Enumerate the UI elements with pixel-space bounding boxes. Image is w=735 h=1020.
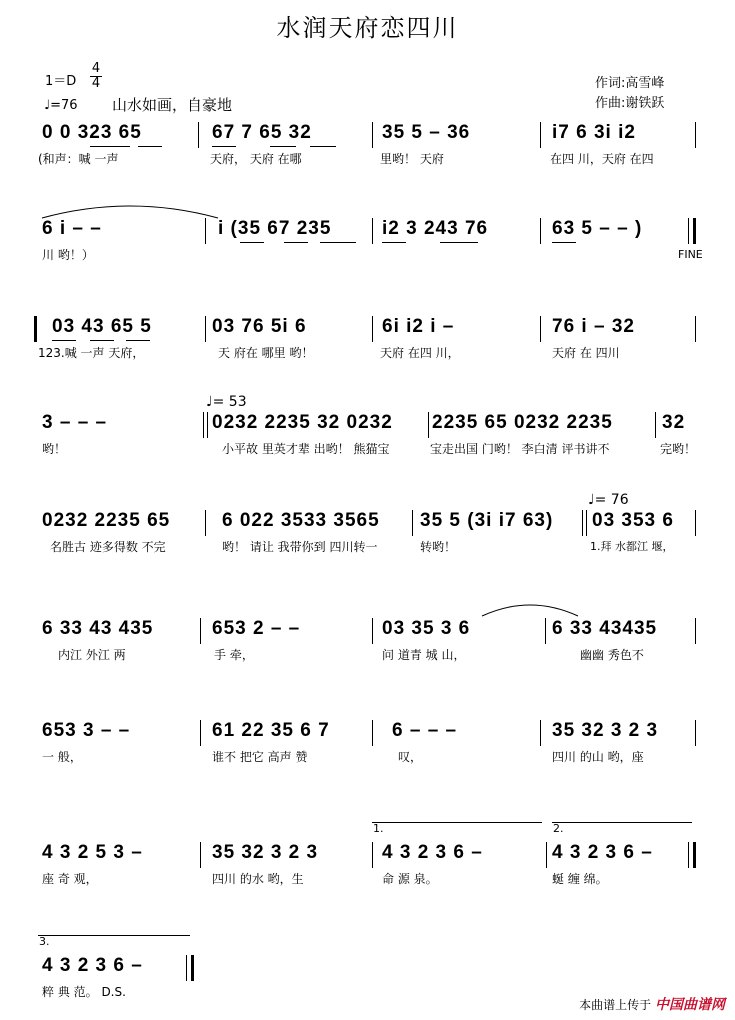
measure: 35 32 3 2 3: [212, 842, 319, 863]
beam: [90, 146, 130, 147]
tempo-change: ♩= 53: [206, 394, 247, 410]
beam: [310, 146, 336, 147]
time-bottom: 4: [91, 76, 101, 91]
barline: [695, 510, 696, 536]
measure: 6 33 43435: [552, 618, 658, 639]
measure: 6 022 3533 3565: [222, 510, 380, 531]
lyric-line: 四川 的山 哟，座: [552, 750, 644, 764]
barline: [540, 720, 541, 746]
barline: [586, 510, 587, 536]
barline: [695, 316, 696, 342]
measure: 67 7 65 32: [212, 122, 312, 143]
lyric-line: 123.喊 一声 天府，: [38, 346, 145, 360]
measure: 4 3 2 3 6 –: [382, 842, 483, 863]
measure: 0232 2235 32 0232: [212, 412, 393, 433]
lyric-line: 天 府在 哪里 哟！: [218, 346, 314, 360]
lyric-line: 幽幽 秀色不: [580, 648, 644, 662]
lyric-line: 完哟！: [660, 442, 697, 456]
volta-1-bracket: [372, 822, 542, 823]
barline: [372, 618, 373, 644]
beam: [284, 242, 308, 243]
footer: [579, 994, 725, 1014]
lyric-line: 叹，: [398, 750, 423, 764]
lyric-line: 天府 在四 川，: [380, 346, 460, 360]
beam: [440, 242, 478, 243]
lyric-line: 粹 典 范。 D.S.: [42, 985, 126, 999]
lyric-line: 在四 川，天府 在四: [550, 152, 654, 166]
measure: 03 43 65 5: [52, 316, 152, 337]
measure: 35 5 – 36: [382, 122, 471, 143]
lyric-line: 转哟！: [420, 540, 457, 554]
barline: [203, 412, 204, 438]
beam: [552, 242, 576, 243]
measure: 3 – – –: [42, 412, 108, 433]
barline: [540, 122, 541, 148]
measure: 03 353 6: [592, 510, 674, 531]
barline: [200, 618, 201, 644]
measure: i (35 67 235: [218, 218, 332, 239]
lyric-line: (和声：喊 一声: [38, 152, 119, 166]
lyricist: 作词:高雪峰: [595, 76, 665, 91]
measure: 03 35 3 6: [382, 618, 471, 639]
barline: [695, 618, 696, 644]
expression-marking: 山水如画，自豪地: [112, 96, 233, 114]
measure: 6i i2 i –: [382, 316, 455, 337]
barline: [372, 842, 373, 868]
repeat-end-barline: [693, 842, 696, 868]
lyric-line: 小平故 里英才辈 出哟！ 熊猫宝: [222, 442, 390, 456]
lyric-line: 天府 在 四川: [552, 346, 620, 360]
barline: [412, 510, 413, 536]
barline: [372, 122, 373, 148]
beam: [240, 242, 264, 243]
measure: 4 3 2 3 6 –: [42, 955, 143, 976]
beam: [320, 242, 356, 243]
song-title: 水润天府恋四川: [276, 14, 459, 42]
lyric-line: 宝走出国 门哟！ 李白清 评书讲不: [430, 442, 610, 456]
lyric-line: 1.拜 水都江 堰，: [590, 540, 674, 553]
composer: 作曲:谢铁跃: [595, 96, 665, 111]
footer-text: 本曲谱上传于: [579, 998, 652, 1012]
measure: 653 3 – –: [42, 720, 131, 741]
measure: 63 5 – – ): [552, 218, 643, 239]
barline: [207, 412, 208, 438]
volta-1-label: 1.: [373, 822, 384, 835]
measure: 35 32 3 2 3: [552, 720, 659, 741]
barline: [200, 720, 201, 746]
barline: [695, 720, 696, 746]
tempo-marking: ♩=76: [44, 98, 78, 113]
measure: 0 0 323 65: [42, 122, 142, 143]
repeat-start-barline: [34, 316, 37, 342]
lyric-line: 里哟！ 天府: [380, 152, 444, 166]
lyric-line: 内江 外江 两: [58, 648, 126, 662]
measure: 4 3 2 5 3 –: [42, 842, 143, 863]
measure: 4 3 2 3 6 –: [552, 842, 653, 863]
lyric-line: 哟！: [42, 442, 67, 456]
key-signature: [45, 70, 76, 89]
barline: [372, 720, 373, 746]
barline: [582, 510, 583, 536]
final-barline: [191, 955, 194, 981]
beam: [212, 146, 236, 147]
measure: 6 33 43 435: [42, 618, 154, 639]
time-top: 4: [91, 61, 101, 76]
beam: [270, 146, 296, 147]
volta-3-label: 3.: [39, 935, 50, 948]
barline: [695, 122, 696, 148]
barline: [540, 218, 541, 244]
measure: 32: [662, 412, 686, 433]
measure: 61 22 35 6 7: [212, 720, 330, 741]
repeat-end-barline: [546, 842, 547, 868]
measure: 35 5 (3i i7 63): [420, 510, 554, 531]
barline: [205, 316, 206, 342]
measure: 76 i – 32: [552, 316, 635, 337]
lyric-line: 四川 的水 哟，生: [212, 872, 304, 886]
barline: [688, 218, 689, 244]
lyric-line: 问 道青 城 山，: [382, 648, 466, 662]
barline: [372, 316, 373, 342]
measure: 653 2 – –: [212, 618, 301, 639]
barline: [205, 218, 206, 244]
time-signature: [90, 62, 102, 91]
barline: [198, 122, 199, 148]
lyric-line: 手 牵，: [214, 648, 254, 662]
lyric-line: 川 哟！）: [42, 248, 94, 262]
lyric-line: 命 源 泉。: [382, 872, 438, 886]
lyric-line: 天府， 天府 在哪: [210, 152, 302, 166]
slur: [480, 602, 580, 618]
volta-3-bracket: [38, 935, 190, 936]
measure: 2235 65 0232 2235: [432, 412, 613, 433]
barline: [205, 510, 206, 536]
measure: i7 6 3i i2: [552, 122, 636, 143]
lyric-line: 谁不 把它 高声 赞: [212, 750, 308, 764]
measure: i2 3 243 76: [382, 218, 489, 239]
tempo-change: ♩= 76: [588, 492, 629, 508]
barline: [688, 842, 689, 868]
measure: 03 76 5i 6: [212, 316, 307, 337]
key-label: 1＝D: [45, 74, 77, 89]
beam: [138, 146, 162, 147]
fine-marking: FINE: [678, 248, 703, 261]
lyric-line: 座 奇 观，: [42, 872, 98, 886]
volta-2-bracket: [552, 822, 692, 823]
lyric-line: 一 般，: [42, 750, 82, 764]
barline: [372, 218, 373, 244]
final-barline: [693, 218, 696, 244]
site-logo[interactable]: 中国曲谱网: [655, 997, 725, 1013]
beam: [90, 340, 114, 341]
barline: [545, 618, 546, 644]
barline: [186, 955, 187, 981]
volta-2-label: 2.: [553, 822, 564, 835]
measure: 0232 2235 65: [42, 510, 171, 531]
lyric-line: 哟！ 请让 我带你到 四川转一: [222, 540, 378, 554]
beam: [126, 340, 150, 341]
lyric-line: 名胜古 迹多得数 不完: [50, 540, 166, 554]
barline: [655, 412, 656, 438]
beam: [52, 340, 76, 341]
barline: [200, 842, 201, 868]
lyric-line: 蜒 缠 绵。: [552, 872, 608, 886]
measure: 6 – – –: [392, 720, 458, 741]
barline: [428, 412, 429, 438]
barline: [540, 316, 541, 342]
measure: 6 i – –: [42, 218, 102, 239]
beam: [382, 242, 406, 243]
